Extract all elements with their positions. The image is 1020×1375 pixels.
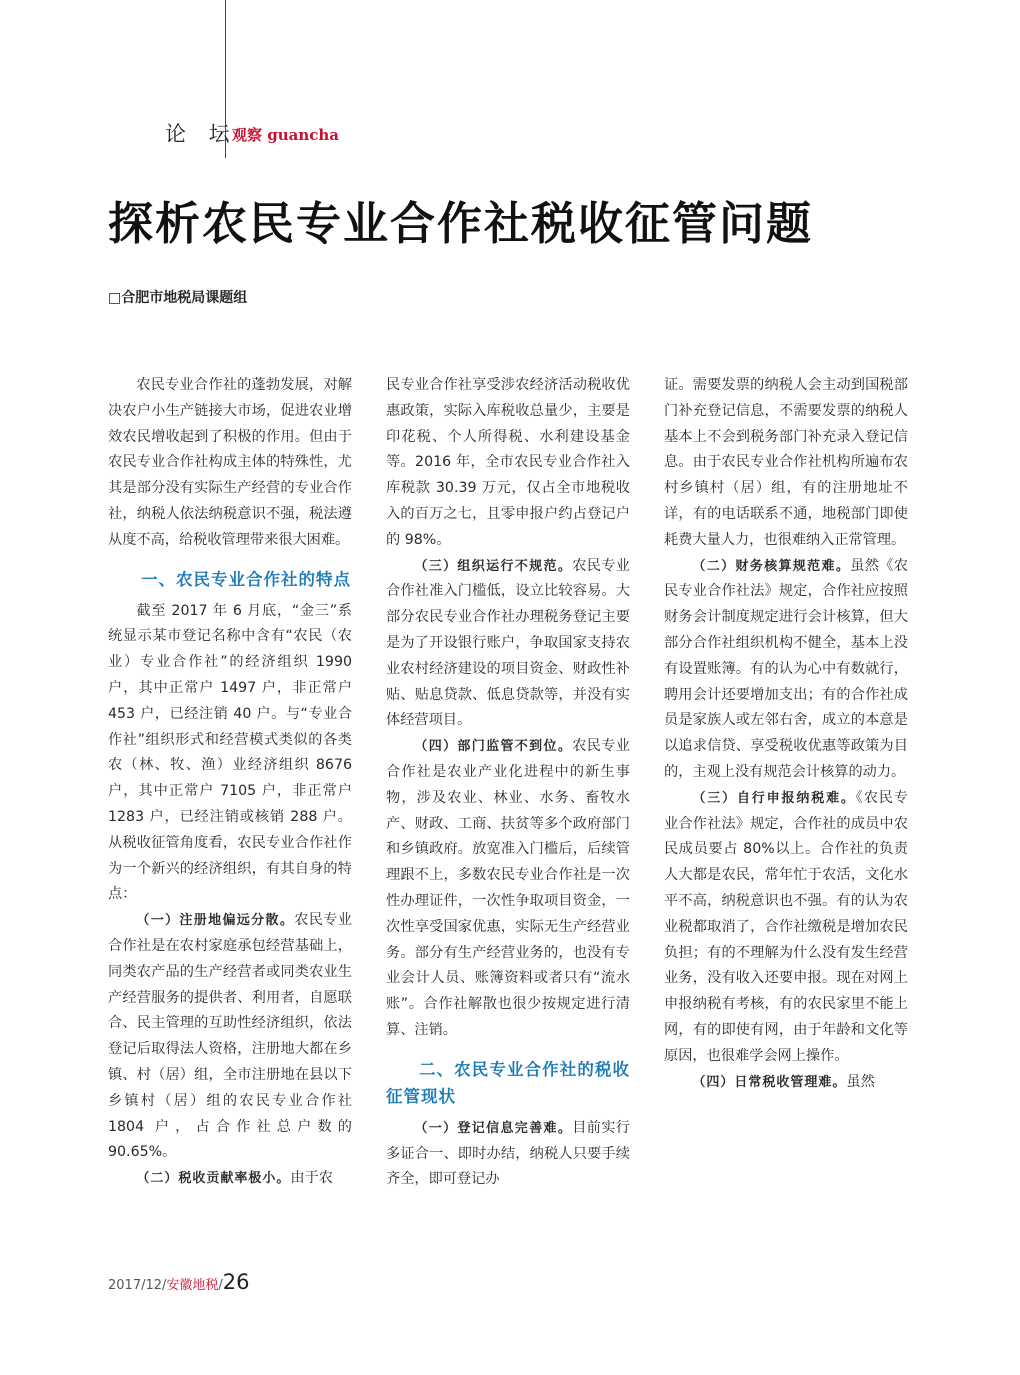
subheading: （二）财务核算规范难。 [692,558,851,574]
page-number: 26 [222,1270,250,1294]
paragraph-text: 由于农 [290,1170,333,1187]
paragraph [386,734,630,1044]
page-footer [108,1270,250,1294]
subheading: （四）部门监管不到位。 [414,739,573,755]
paragraph [108,908,352,1166]
article-title: 探析农民专业合作社税收征管问题 [108,197,814,250]
byline: □合肥市地税局课题组 [108,290,248,306]
paragraph [664,786,908,1070]
paragraph-text: 《农民专业合作社法》规定，合作社的成员中农民成员要占 80%以上。合作社的负责人大都是农民，常年忙于农活，文化水平不高，纳税意识也不强。有的认为农业税都取消了，合作社缴税是增加农民负担；有的不理解为什么没有发生经营业务，没有收入还要申报。现在对网上申报纳税有考核，有的农民家里不能上网，有的即使有网，由于年龄和文化等原因，也很难学会网上操作。 [664,789,908,1064]
section-heading-1: 一、农民专业合作社的特点 [141,569,351,589]
paragraph: 农民专业合作社的蓬勃发展，对解决农户小生产链接大市场，促进农业增效农民增收起到了积极的作用。但由于农民专业合作社构成主体的特殊性，尤其是部分没有实际生产经营的专业合作社，纳税人依法纳税意识不强，税法遵从度不高，给税收管理带来很大困难。 [108,377,352,548]
paragraph: 证。需要发票的纳税人会主动到国税部门补充登记信息，不需要发票的纳税人基本上不会到税务部门补充录入登记信息。由于农民专业合作社机构所遍布农村乡镇村（居）组，有的注册地址不详，有的电话联系不通，地税部门即使耗费大量人力，也很难纳入正常管理。 [664,377,908,548]
section-header [165,118,339,148]
paragraph-text: 农民专业合作社是农业产业化进程中的新生事物，涉及农业、林业、水务、畜牧水产、财政、工商、扶贫等多个政府部门和乡镇政府。放宽准入门槛后，后续管理跟不上，多数农民专业合作社是一次性办理证件，一次性争取项目资金，一次性享受国家优惠，实际无生产经营业务。部分有生产经营业务的，也没有专业会计人员、账簿资料或者只有“流水账”。合作社解散也很少按规定进行清算、注销。 [386,738,630,1038]
subheading: （一）注册地偏远分散。 [136,913,295,929]
column-1 [108,373,352,1192]
paragraph-text: 农民专业合作社是在农村家庭承包经营基础上，同类农产品的生产经营者或同类农业生产经营服务的提供者、利用者，自愿联合、民主管理的互助性经济组织，依法登记后取得法人资格，注册地大都在乡镇、村（居）组，全市注册地在县以下乡镇村（居）组的农民专业合作社 1804 户，占合作社总户数的 90.65%。 [108,912,352,1161]
paragraph-text: 虽然 [846,1073,875,1090]
footer-separator: / [218,1278,223,1293]
column-2 [386,373,630,1193]
section-subtitle: 观察 guancha [232,126,339,144]
paragraph-text: 农民专业合作社准入门槛低，设立比较容易。大部分农民专业合作社办理税务登记主要是为了开设银行账户，争取国家支持农业农村经济建设的项目资金、财政性补贴、贴息贷款、低息贷款等，并没有实体经营项目。 [386,557,630,729]
paragraph [664,554,908,786]
section-name: 论 坛 [165,122,238,146]
paragraph [386,1116,630,1193]
subheading: （四）日常税收管理难。 [692,1074,847,1090]
magazine-name: 安徽地税 [166,1278,219,1293]
paragraph [108,1166,352,1192]
subheading: （三）组织运行不规范。 [414,558,573,574]
paragraph-text: 虽然《农民专业合作社法》规定，合作社应按照财务会计制度规定进行会计核算，但大部分合作社组织机构不健全，基本上没有设置账簿。有的认为心中有数就行，聘用会计还要增加支出；有的合作社成员是家族人或左邻右舍，成立的本意是以追求信贷、享受税收优惠等政策为目的，主观上没有规范会计核算的动力。 [664,557,908,780]
paragraph [386,554,630,735]
subheading: （一）登记信息完善难。 [414,1120,573,1136]
subheading: （三）自行申报纳税难。 [692,790,856,806]
paragraph: 截至 2017 年 6 月底，“金三”系统显示某市登记名称中含有“农民（农业）专业合作社”的经济组织 1990 户，其中正常户 1497 户，非正常户 453 户，已经注销 40 户。与“专业合作社”组织形式和经营模式类似的各类农（林、牧、渔）业经济组织 8676 户，其中正常户 7105 户，非正常户 1283 户，已经注销或核销 288 户。从税收征管角度看，农民专业合作社作为一个新兴的经济组织，有其自身的特点： [108,602,352,903]
subheading: （二）税收贡献率极小。 [136,1171,291,1187]
column-3 [664,373,908,1095]
paragraph-text: 目前实行多证合一、即时办结，纳税人只要手续齐全，即可登记办 [386,1119,630,1188]
section-heading-2: 二、农民专业合作社的税收征管现状 [386,1059,630,1106]
paragraph: 民专业合作社享受涉农经济活动税收优惠政策，实际入库税收总量少，主要是印花税、个人所得税、水利建设基金等。2016 年，全市农民专业合作社入库税款 30.39 万元，仅占全市地税收入的百万之七，且零申报户约占登记户的 98%。 [386,377,630,548]
issue-date: 2017/12/ [108,1278,167,1293]
paragraph [664,1070,908,1096]
